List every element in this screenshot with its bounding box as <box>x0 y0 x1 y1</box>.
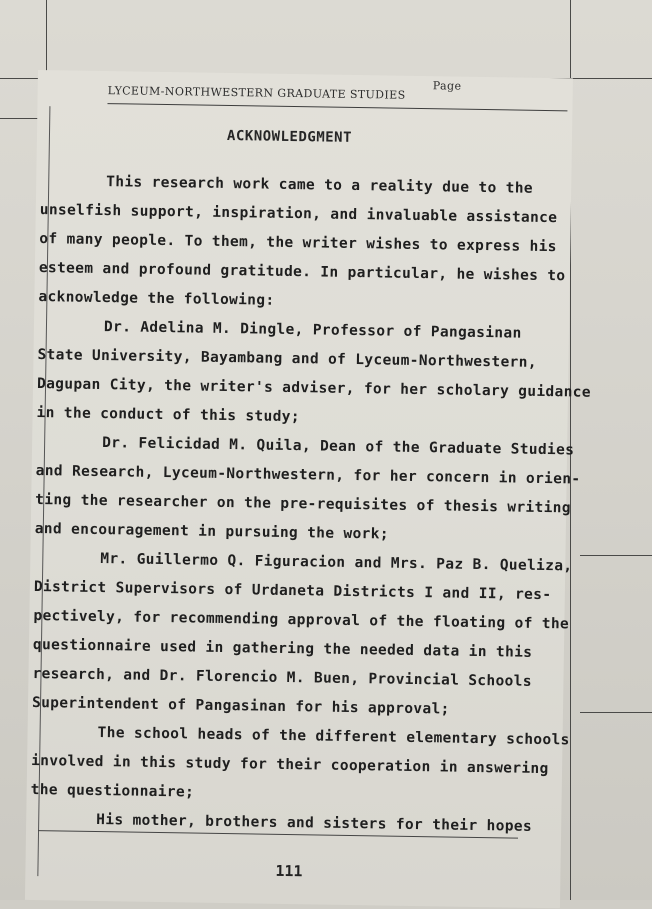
margin-line <box>580 712 652 713</box>
text-line: Superintendent of Pangasinan for his approval; <box>31 694 450 718</box>
document-title: ACKNOWLEDGMENT <box>226 127 353 146</box>
text-line: acknowledge the following: <box>38 289 275 309</box>
header-title: LYCEUM-NORTHWESTERN GRADUATE STUDIES <box>107 84 406 102</box>
text-line: ting the researcher on the pre-requisites of thesis writing <box>35 492 572 517</box>
text-line: the questionnaire; <box>30 781 195 801</box>
text-line: esteem and profound gratitude. In particular, he wishes to <box>38 260 566 285</box>
page-number: 111 <box>275 861 303 881</box>
text-line: His mother, brothers and sisters for their hopes <box>96 812 533 835</box>
text-line: State University, Bayambang and of Lyceum-Northwestern, <box>37 347 537 371</box>
document-page <box>25 70 591 908</box>
margin-line <box>580 555 652 556</box>
margin-line <box>0 118 38 119</box>
text-line: involved in this study for their cooperation in answering <box>31 752 549 778</box>
text-line: Dagupan City, the writer's adviser, for her scholary guidance <box>36 376 591 401</box>
text-line: The school heads of the different elementary schools <box>97 725 570 749</box>
text-line: of many people. To them, the writer wishes to express his <box>39 231 557 256</box>
text-line: questionnaire used in gathering the needed data in this <box>32 636 533 661</box>
text-line: Dr. Felicidad M. Quila, Dean of the Graduate Studies <box>102 435 575 459</box>
text-line: This research work came to a reality due to the <box>106 174 534 197</box>
text-line: District Supervisors of Urdaneta Districts I and II, res- <box>33 579 552 604</box>
page-header <box>107 79 567 111</box>
text-line: in the conduct of this study; <box>36 405 301 426</box>
text-line: unselfish support, inspiration, and invaluable assistance <box>39 202 558 227</box>
text-line: and Research, Lyceum-Northwestern, for her concern in orien- <box>35 463 581 488</box>
text-line: and encouragement in pursuing the work; <box>34 521 389 543</box>
text-line: pectively, for recommending approval of the floating of the <box>33 607 570 633</box>
header-page-label: Page <box>432 79 462 93</box>
text-line: Mr. Guillermo Q. Figuracion and Mrs. Paz B. Queliza, <box>100 551 573 575</box>
text-line: research, and Dr. Florencio M. Buen, Provincial Schools <box>32 665 532 690</box>
text-line: Dr. Adelina M. Dingle, Professor of Pangasinan <box>103 319 522 342</box>
